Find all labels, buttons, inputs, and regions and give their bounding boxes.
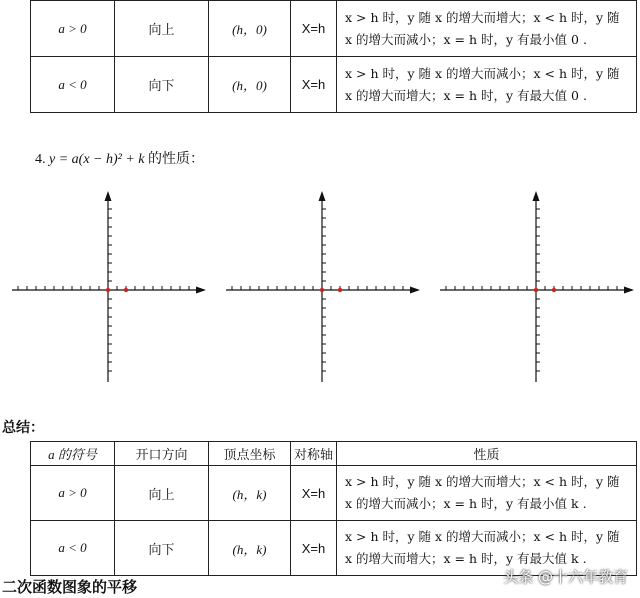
table-header-row [31, 442, 637, 466]
axis-cell: X=h [291, 466, 337, 521]
axis-cell: X=h [291, 57, 337, 113]
direction-cell: 向下 [115, 521, 209, 576]
y-axis-arrow-icon [105, 191, 112, 201]
property-line: x > h 时，y 随 x 的增大而减小；x < h 时，y 随 [345, 65, 620, 81]
direction-cell: 向上 [115, 466, 209, 521]
vertex-cell: (h，k) [209, 521, 291, 576]
header-sign: a 的符号 [31, 442, 115, 466]
x-axis-arrow-icon [410, 287, 420, 294]
section-suffix: 的性质： [148, 152, 205, 167]
table-row [31, 466, 637, 521]
origin-point [106, 288, 110, 292]
property-line: x > h 时，y 随 x 的增大而增大；x < h 时，y 随 [345, 474, 620, 489]
direction-cell: 向下 [115, 57, 209, 113]
table-row [31, 1, 637, 57]
header-axis: 对称轴 [291, 442, 337, 466]
property-line: x 的增大而减小；x = h 时，y 有最小值 k . [345, 496, 587, 511]
property-cell [337, 466, 637, 521]
vertex-cell: (h，0) [209, 57, 291, 113]
header-property: 性质 [337, 442, 637, 466]
property-line: x > h 时，y 随 x 的增大而减小；x < h 时，y 随 [345, 529, 620, 544]
sign-cell: a > 0 [31, 466, 115, 521]
sign-cell: a < 0 [31, 57, 115, 113]
property-cell [337, 57, 637, 113]
sign-cell: a > 0 [31, 1, 115, 57]
watermark: 头条 @十六年教育 [503, 568, 628, 586]
header-vertex: 顶点坐标 [209, 442, 291, 466]
y-axis-arrow-icon [533, 191, 540, 201]
property-line: x 的增大而减小；x = h 时，y 有最小值 0 . [345, 31, 587, 47]
properties-table-vertex-h0 [30, 0, 637, 113]
property-cell [337, 1, 637, 57]
y-axis-arrow-icon [319, 191, 326, 201]
axis-cell: X=h [291, 1, 337, 57]
axis-cell: X=h [291, 521, 337, 576]
section-4-heading [35, 148, 204, 168]
property-line: x 的增大而增大；x = h 时，y 有最大值 k . [345, 551, 587, 566]
vertex-cell: (h，k) [209, 466, 291, 521]
sign-cell: a < 0 [31, 521, 115, 576]
x-axis-arrow-icon [624, 287, 634, 294]
section-number: 4. [35, 152, 46, 167]
header-direction: 开口方向 [115, 442, 209, 466]
vertex-form-formula: y = a(x − h)² + k [49, 152, 145, 167]
property-line: x > h 时，y 随 x 的增大而增大；x < h 时，y 随 [345, 9, 620, 25]
origin-point [320, 288, 324, 292]
unit-point [124, 288, 128, 292]
section-heading-translation: 二次函数图象的平移 [2, 578, 138, 596]
unit-point [552, 288, 556, 292]
direction-cell: 向上 [115, 1, 209, 57]
summary-table [30, 441, 637, 576]
property-line: x 的增大而增大；x = h 时，y 有最大值 0 . [345, 87, 587, 103]
table-row [31, 57, 637, 113]
x-axis-arrow-icon [196, 287, 206, 294]
origin-point [534, 288, 538, 292]
vertex-cell: (h，0) [209, 1, 291, 57]
unit-point [338, 288, 342, 292]
summary-label: 总结： [2, 420, 44, 436]
coordinate-axes-group [0, 185, 640, 385]
